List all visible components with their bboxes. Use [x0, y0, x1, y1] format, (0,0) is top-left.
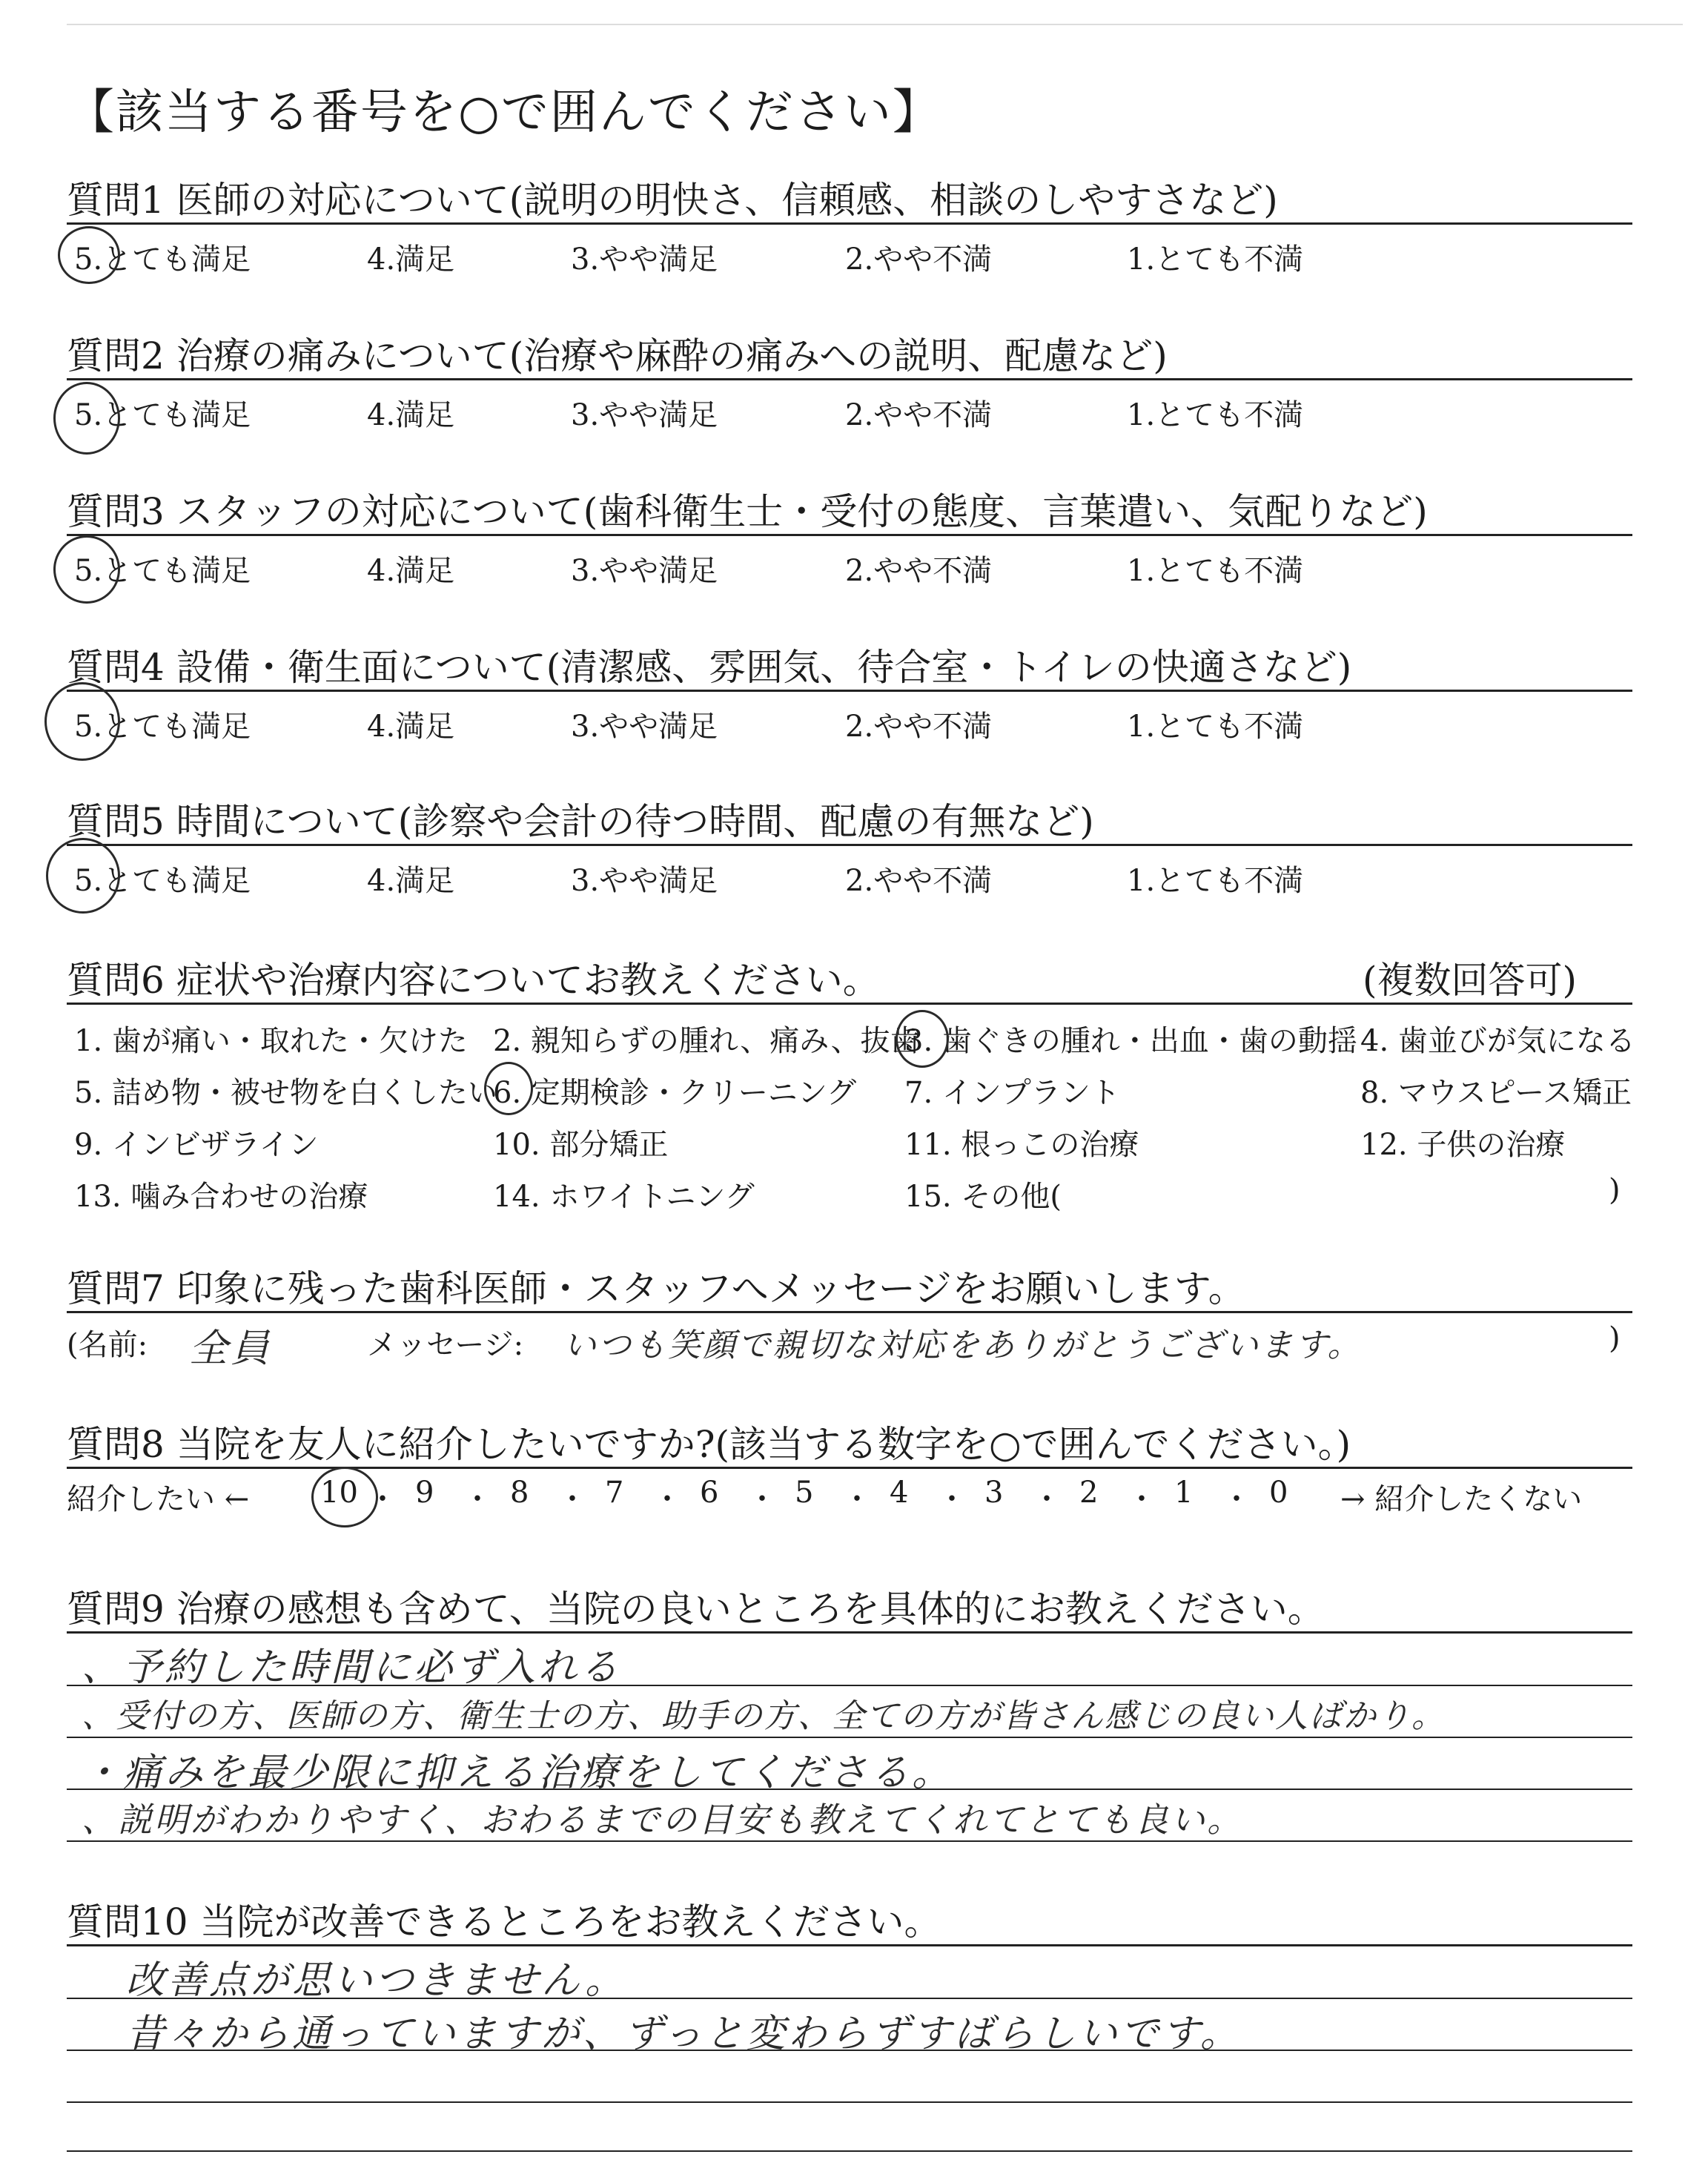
q2-option-5[interactable]: 5.とても満足 — [74, 398, 251, 432]
q1-option-1[interactable]: 1.とても不満 — [1127, 242, 1304, 277]
q1-option-3[interactable]: 3.やや満足 — [571, 242, 718, 277]
q7-name-label: (名前: — [67, 1328, 148, 1362]
q4-option-5[interactable]: 5.とても満足 — [74, 710, 251, 744]
symptom-13[interactable]: 13. 噛み合わせの治療 — [74, 1180, 368, 1214]
q3-option-5[interactable]: 5.とても満足 — [74, 554, 251, 588]
symptom-1[interactable]: 1. 歯が痛い・取れた・欠けた — [74, 1024, 468, 1058]
q9-rule-1 — [67, 1631, 1632, 1634]
question-3-title: 質問3 スタッフの対応について(歯科衛生士・受付の態度、言葉遣い、気配りなど) — [67, 490, 1428, 533]
q8-scale-separator: ・ — [652, 1482, 682, 1516]
question-5-title: 質問5 時間について(診察や会計の待つ時間、配慮の有無など) — [67, 800, 1094, 843]
question-6-note: (複数回答可) — [1363, 959, 1578, 1002]
question-2-title: 質問2 治療の痛みについて(治療や麻酔の痛みへの説明、配慮など) — [67, 334, 1168, 377]
question-6-title: 質問6 症状や治療内容についてお教えください。 — [67, 959, 880, 1002]
q2-option-3[interactable]: 3.やや満足 — [571, 398, 718, 432]
q10-rule-5 — [67, 2150, 1632, 2152]
question-3-rule — [67, 534, 1632, 536]
q8-scale-value-2[interactable]: 2 — [1079, 1476, 1099, 1510]
q2-option-2[interactable]: 2.やや不満 — [845, 398, 993, 432]
q9-rule-3 — [67, 1737, 1632, 1738]
q8-scale-value-7[interactable]: 7 — [605, 1476, 624, 1510]
q10-rule-1 — [67, 1944, 1632, 1946]
question-1-rule — [67, 222, 1632, 225]
symptom-7[interactable]: 7. インプラント — [904, 1076, 1120, 1110]
q8-scale-separator: ・ — [842, 1482, 872, 1516]
q10-rule-4 — [67, 2101, 1632, 2103]
q8-right-label: → 紹介したくない — [1340, 1482, 1583, 1516]
question-6-rule — [67, 1003, 1632, 1005]
question-10-title: 質問10 当院が改善できるところをお教えください。 — [67, 1900, 941, 1943]
question-5-rule — [67, 844, 1632, 846]
q8-scale-separator: ・ — [1032, 1482, 1062, 1516]
q3-option-3[interactable]: 3.やや満足 — [571, 554, 718, 588]
symptom-3[interactable]: 3. 歯ぐきの腫れ・出血・歯の動揺 — [904, 1024, 1357, 1058]
question-4-title: 質問4 設備・衛生面について(清潔感、雰囲気、待合室・トイレの快適さなど) — [67, 646, 1352, 689]
q8-scale-separator: ・ — [463, 1482, 492, 1516]
q7-name-value[interactable]: 全員 — [189, 1327, 273, 1371]
question-1-title: 質問1 医師の対応について(説明の明快さ、信頼感、相談のしやすさなど) — [67, 179, 1278, 222]
q1-option-4[interactable]: 4.満足 — [367, 242, 455, 277]
symptom-15-close: ) — [1609, 1173, 1621, 1207]
symptom-10[interactable]: 10. 部分矯正 — [493, 1128, 669, 1162]
q4-option-4[interactable]: 4.満足 — [367, 710, 455, 744]
q8-scale-value-8[interactable]: 8 — [510, 1476, 529, 1510]
q3-answer-circle — [53, 535, 120, 604]
symptom-5[interactable]: 5. 詰め物・被せ物を白くしたい — [74, 1076, 497, 1110]
scan-top-edge — [67, 24, 1683, 25]
q1-option-2[interactable]: 2.やや不満 — [845, 242, 993, 277]
page-heading: 【該当する番号を○で囲んでください】 — [67, 85, 941, 140]
q8-scale-value-5[interactable]: 5 — [795, 1476, 814, 1510]
symptom-15[interactable]: 15. その他( — [904, 1180, 1062, 1214]
q4-answer-circle — [44, 682, 120, 761]
symptom-3-answer-circle — [896, 1010, 949, 1068]
q8-scale-value-0[interactable]: 0 — [1269, 1476, 1288, 1510]
q8-left-label: 紹介したい ← — [67, 1482, 250, 1516]
symptom-4[interactable]: 4. 歯並びが気になる — [1360, 1024, 1635, 1058]
q5-option-5[interactable]: 5.とても満足 — [74, 864, 251, 898]
symptom-6-answer-circle — [484, 1062, 533, 1115]
symptom-11[interactable]: 11. 根っこの治療 — [904, 1128, 1139, 1162]
q7-message-label: メッセージ: — [367, 1328, 524, 1362]
q4-option-1[interactable]: 1.とても不満 — [1127, 710, 1304, 744]
q9-answer-line-1[interactable]: 、予約した時間に必ず入れる — [82, 1645, 622, 1690]
question-2-rule — [67, 378, 1632, 380]
q8-answer-circle — [311, 1467, 378, 1527]
question-8-rule — [67, 1467, 1632, 1469]
question-8-title: 質問8 当院を友人に紹介したいですか?(該当する数字を○で囲んでください。) — [67, 1423, 1351, 1466]
q8-scale-separator: ・ — [747, 1482, 777, 1516]
q7-message-value[interactable]: いつも笑顔で親切な対応をありがとうございます。 — [563, 1327, 1363, 1364]
q8-scale-value-6[interactable]: 6 — [700, 1476, 719, 1510]
q9-answer-line-3[interactable]: ・痛みを最少限に抑える治療をしてくださる。 — [82, 1751, 954, 1795]
q3-option-4[interactable]: 4.満足 — [367, 554, 455, 588]
q8-scale-separator: ・ — [368, 1482, 397, 1516]
q1-answer-circle — [58, 226, 120, 284]
q5-option-2[interactable]: 2.やや不満 — [845, 864, 993, 898]
q5-option-1[interactable]: 1.とても不満 — [1127, 864, 1304, 898]
q2-answer-circle — [53, 382, 120, 455]
question-7-rule — [67, 1311, 1632, 1313]
q1-option-5[interactable]: 5.とても満足 — [74, 242, 251, 277]
q8-scale-value-9[interactable]: 9 — [415, 1476, 434, 1510]
q2-option-4[interactable]: 4.満足 — [367, 398, 455, 432]
q5-option-3[interactable]: 3.やや満足 — [571, 864, 718, 898]
q10-answer-line-1[interactable]: 改善点が思いつきません。 — [126, 1958, 627, 2003]
q2-option-1[interactable]: 1.とても不満 — [1127, 398, 1304, 432]
q8-scale-separator: ・ — [937, 1482, 967, 1516]
question-9-title: 質問9 治療の感想も含めて、当院の良いところを具体的にお教えください。 — [67, 1588, 1325, 1631]
symptom-6[interactable]: 6. 定期検診・クリーニング — [493, 1076, 857, 1110]
q3-option-2[interactable]: 2.やや不満 — [845, 554, 993, 588]
q5-option-4[interactable]: 4.満足 — [367, 864, 455, 898]
q8-scale-value-10[interactable]: 10 — [320, 1476, 358, 1510]
symptom-8[interactable]: 8. マウスピース矯正 — [1360, 1076, 1632, 1110]
q10-answer-line-2[interactable]: 昔々から通っていますが、ずっと変わらずすばらしいです。 — [126, 2012, 1242, 2056]
q9-answer-line-4[interactable]: 、説明がわかりやすく、おわるまでの目安も教えてくれてとても良い。 — [82, 1800, 1244, 1840]
question-7-title: 質問7 印象に残った歯科医師・スタッフへメッセージをお願いします。 — [67, 1267, 1245, 1310]
symptom-12[interactable]: 12. 子供の治療 — [1360, 1128, 1566, 1162]
q8-scale-value-1[interactable]: 1 — [1174, 1476, 1194, 1510]
q8-scale-separator: ・ — [557, 1482, 587, 1516]
symptom-14[interactable]: 14. ホワイトニング — [493, 1180, 755, 1214]
q3-option-1[interactable]: 1.とても不満 — [1127, 554, 1304, 588]
q8-scale-value-3[interactable]: 3 — [984, 1476, 1004, 1510]
q8-scale-separator: ・ — [1127, 1482, 1156, 1516]
q8-scale-value-4[interactable]: 4 — [890, 1476, 909, 1510]
q8-scale-separator: ・ — [1222, 1482, 1251, 1516]
question-4-rule — [67, 690, 1632, 692]
q7-close-paren: ) — [1609, 1321, 1621, 1355]
q5-answer-circle — [46, 838, 120, 914]
q4-option-2[interactable]: 2.やや不満 — [845, 710, 993, 744]
q9-answer-line-2[interactable]: 、受付の方、医師の方、衛生士の方、助手の方、全ての方が皆さん感じの良い人ばかり。 — [82, 1697, 1446, 1735]
symptom-2[interactable]: 2. 親知らずの腫れ、痛み、抜歯 — [493, 1024, 920, 1058]
q4-option-3[interactable]: 3.やや満足 — [571, 710, 718, 744]
symptom-9[interactable]: 9. インビザライン — [74, 1128, 319, 1162]
